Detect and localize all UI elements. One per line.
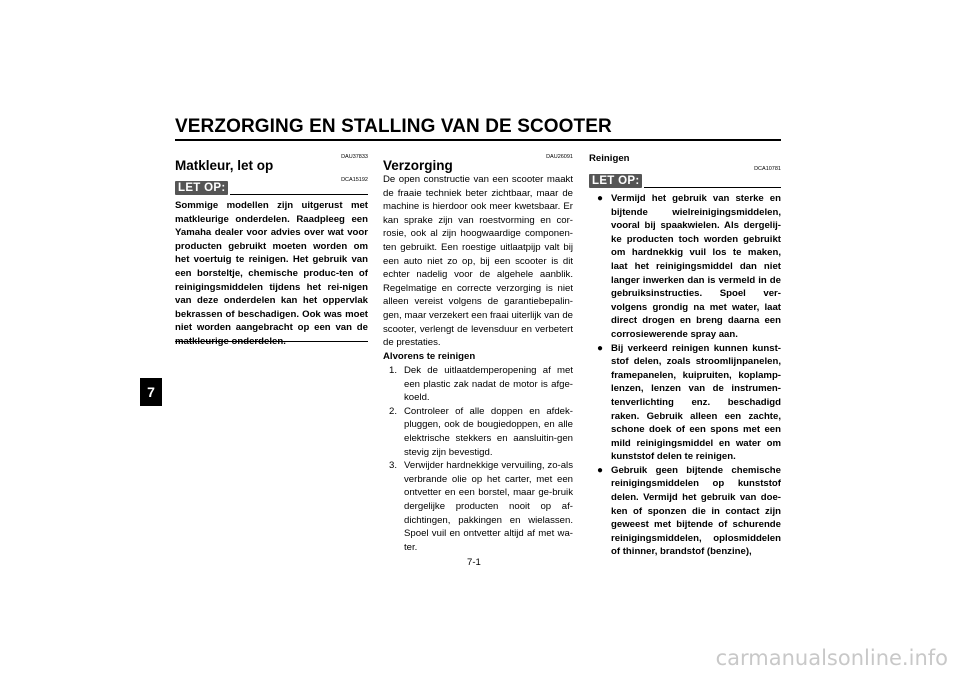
step-item <box>383 459 573 554</box>
step-item <box>383 405 573 459</box>
step-text: Verwijder hardnekkige vervuiling, zo-als verbrande olie op het carter, met een ontvetter en een borstel, maar ge-bruik dergelijke producten nooit op af-dichtingen, pakkingen en wielassen. Spoel vuil en ontvetter altijd af met wa-ter. <box>404 460 573 553</box>
left-code: DAU37833 <box>341 154 368 160</box>
left-heading: Matkleur, let op <box>175 158 274 173</box>
right-letop-code: DCA10781 <box>754 166 781 172</box>
page-title: VERZORGING EN STALLING VAN DE SCOOTER <box>175 116 612 137</box>
middle-subheading: Alvorens te reinigen <box>383 351 476 362</box>
bullet-dot-icon: ● <box>597 464 604 476</box>
middle-body <box>383 173 573 350</box>
bullet-item <box>597 342 781 464</box>
step-number: 3. <box>389 460 398 472</box>
left-bottom-rule <box>175 341 368 342</box>
bullet-text: Gebruik geen bijtende chemische reinigingsmiddelen op kunststof delen. Vermijd het gebruik van doe-ken of sponzen die in contact zijn geweest met bijtende of schurende reinigingsmiddelen, oplosmiddelen of thinner, brandstof (benzine), <box>611 464 781 558</box>
right-letop-label: LET OP: <box>589 174 642 188</box>
bullet-text: Vermijd het gebruik van sterke en bijtende wielreinigingsmiddelen, vooral bij spaakwielen. Als dergelij-ke producten toch worden gebruikt om hardnekkig vuil los te maken, laat het reinigingsmiddel dan niet langer inwerken dan is vermeld in de gebruiksinstructies. Spoel ver-volgens grondig na met water, laat direct drogen en breng daarna een corrosiewerende spray aan. <box>611 193 781 340</box>
step-item <box>383 364 573 405</box>
title-rule <box>175 139 781 141</box>
right-letop-rule <box>644 187 781 188</box>
left-warning-paragraph: Sommige modellen zijn uitgerust met matkleurige onderdelen. Raadpleeg een Yamaha dealer voor advies over wat voor producten gebruikt moeten worden om het voertuig te reinigen. Het gebruik van een borsteltje, chemische produc-ten of reinigingsmiddelen tijdens het rei-nigen van deze onderdelen kan het oppervlak bekrassen of beschadigen. Ook was moet niet worden aangebracht op een van de matkleurige onderdelen. <box>175 200 368 347</box>
watermark: carmanualsonline.info <box>715 646 948 670</box>
right-subheading: Reinigen <box>589 153 630 164</box>
bullet-item <box>597 464 781 559</box>
middle-paragraph: De open constructie van een scooter maakt de fraaie techniek beter zichtbaar, maar de machine is hierdoor ook meer kwetsbaar. Er kan sprake zijn van roestvorming en cor-rosie, ook al zijn hoogwaardige componen-ten gebruikt. Een roestige uitlaatpijp valt bij een auto niet zo op, bij een scooter is dit echter nadelig voor de algehele aanblik. Regelmatige en correcte verzorging is niet alleen vereist volgens de garantiebepalin-gen, maar verzekert een fraai uiterlijk van de scooter, verlengt de levensduur en verbetert de prestaties. <box>383 174 573 349</box>
left-letop-rule <box>230 194 368 195</box>
left-letop-label: LET OP: <box>175 181 228 195</box>
middle-code: DAU26091 <box>546 154 573 160</box>
middle-heading: Verzorging <box>383 158 453 173</box>
step-text: Controleer of alle doppen en afdek-pluggen, ook de bougiedoppen, en alle elektrische stekkers en aansluitin-gen stevig zijn bevestigd. <box>404 405 573 458</box>
step-number: 1. <box>389 365 398 376</box>
bullet-dot-icon: ● <box>597 193 604 204</box>
bullet-text: Bij verkeerd reinigen kunnen kunst-stof delen, zoals stroomlijnpanelen, framepanelen, kuipruiten, koplamp-lenzen, lenzen van de instrumen-tenverlichting enz. beschadigd raken. Gebruik alleen een zachte, schone doek of een spons met een mild reinigingsmiddel en water om kunststof delen te reinigen. <box>611 342 781 463</box>
chapter-tab: 7 <box>140 378 162 406</box>
step-text: Dek de uitlaatdemperopening af met een plastic zak nadat de motor is afge-koeld. <box>404 365 573 404</box>
left-letop-code: DCA15192 <box>341 177 368 183</box>
step-number: 2. <box>389 405 398 417</box>
left-warning-text <box>175 199 368 349</box>
bullet-item <box>597 192 781 342</box>
page-number: 7-1 <box>467 557 481 568</box>
bullet-dot-icon: ● <box>597 342 604 354</box>
middle-steps <box>383 364 573 554</box>
right-bullets <box>597 192 781 559</box>
